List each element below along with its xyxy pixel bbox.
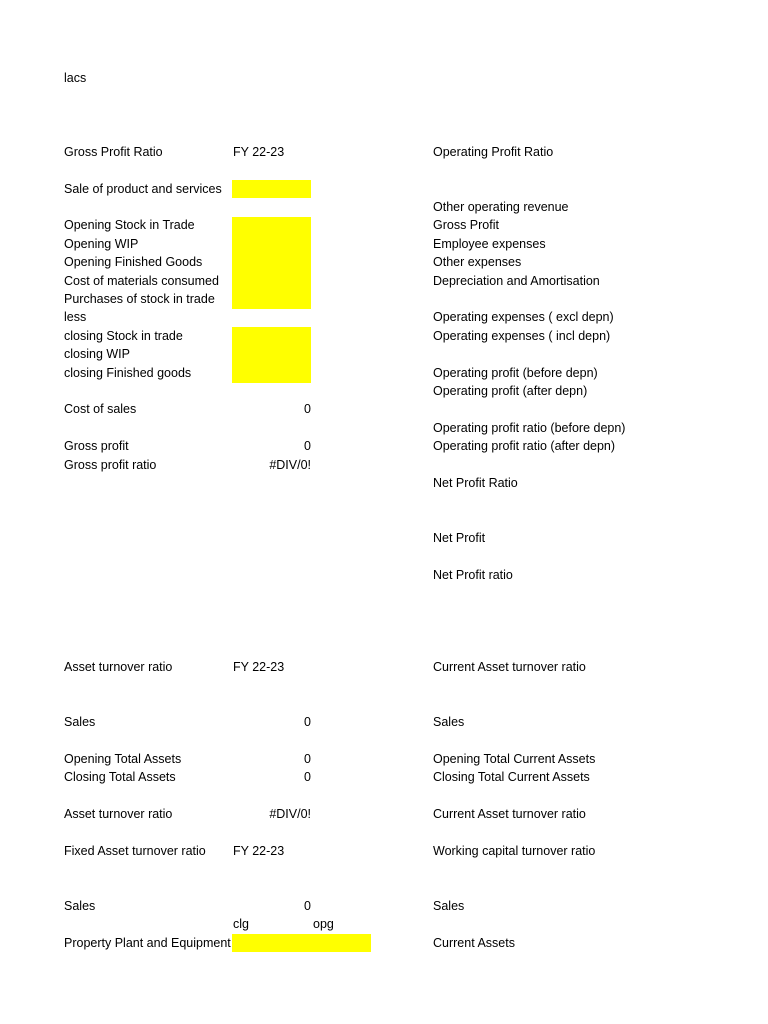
net-profit-title: Net Profit Ratio	[433, 476, 518, 490]
label-closing-total-assets: Closing Total Assets	[64, 770, 176, 784]
fixed-asset-turnover-period: FY 22-23	[233, 844, 285, 858]
label-closing-current-assets: Closing Total Current Assets	[433, 770, 590, 784]
input-cells-closing[interactable]	[232, 327, 311, 383]
label-closing-fg: closing Finished goods	[64, 366, 192, 380]
label-net-profit: Net Profit	[433, 531, 486, 545]
label-opening-total-assets: Opening Total Assets	[64, 752, 182, 766]
label-op-after: Operating profit (after depn)	[433, 384, 588, 398]
gross-profit-title: Gross Profit Ratio	[64, 145, 163, 159]
input-cells-opening[interactable]	[232, 217, 311, 309]
label-opr-after: Operating profit ratio (after depn)	[433, 439, 616, 453]
value-gross-profit: 0	[304, 439, 311, 453]
value-asset-turnover-ratio: #DIV/0!	[269, 807, 311, 821]
operating-profit-title: Operating Profit Ratio	[433, 145, 554, 159]
value-fat-sales: 0	[304, 899, 311, 913]
label-op-before: Operating profit (before depn)	[433, 366, 598, 380]
value-closing-total-assets: 0	[304, 770, 311, 784]
label-cost-of-sales: Cost of sales	[64, 402, 137, 416]
label-purchases: Purchases of stock in trade	[64, 292, 215, 306]
label-asset-turnover-ratio: Asset turnover ratio	[64, 807, 173, 821]
label-closing-wip: closing WIP	[64, 347, 130, 361]
label-less: less	[64, 310, 87, 324]
input-cells-ppe[interactable]	[232, 934, 371, 952]
label-current-asset-turnover-ratio: Current Asset turnover ratio	[433, 807, 586, 821]
current-asset-turnover-title: Current Asset turnover ratio	[433, 660, 586, 674]
label-opening-stock: Opening Stock in Trade	[64, 218, 195, 232]
label-depreciation: Depreciation and Amortisation	[433, 274, 600, 288]
label-fat-sales: Sales	[64, 899, 96, 913]
label-opg: opg	[313, 917, 334, 931]
value-gross-profit-ratio: #DIV/0!	[269, 458, 311, 472]
label-opening-wip: Opening WIP	[64, 237, 139, 251]
label-at-sales: Sales	[64, 715, 96, 729]
input-cell-sale[interactable]	[232, 180, 311, 198]
label-other-expenses: Other expenses	[433, 255, 522, 269]
label-net-profit-ratio: Net Profit ratio	[433, 568, 513, 582]
label-employee: Employee expenses	[433, 237, 546, 251]
label-opex-excl: Operating expenses ( excl depn)	[433, 310, 614, 324]
label-cat-sales: Sales	[433, 715, 465, 729]
label-wct-sales: Sales	[433, 899, 465, 913]
unit-label: lacs	[64, 71, 87, 85]
value-opening-total-assets: 0	[304, 752, 311, 766]
asset-turnover-period: FY 22-23	[233, 660, 285, 674]
label-gross-profit-ratio: Gross profit ratio	[64, 458, 157, 472]
label-op-gross-profit: Gross Profit	[433, 218, 499, 232]
label-opr-before: Operating profit ratio (before depn)	[433, 421, 626, 435]
label-closing-stock: closing Stock in trade	[64, 329, 183, 343]
asset-turnover-title: Asset turnover ratio	[64, 660, 173, 674]
label-materials: Cost of materials consumed	[64, 274, 219, 288]
label-clg: clg	[233, 917, 249, 931]
value-at-sales: 0	[304, 715, 311, 729]
value-cost-of-sales: 0	[304, 402, 311, 416]
label-gross-profit: Gross profit	[64, 439, 129, 453]
label-ppe: Property Plant and Equipment	[64, 936, 231, 950]
gross-profit-period: FY 22-23	[233, 145, 285, 159]
fixed-asset-turnover-title: Fixed Asset turnover ratio	[64, 844, 206, 858]
label-opening-current-assets: Opening Total Current Assets	[433, 752, 596, 766]
label-current-assets: Current Assets	[433, 936, 515, 950]
label-sale: Sale of product and services	[64, 182, 222, 196]
label-opening-fg: Opening Finished Goods	[64, 255, 203, 269]
label-other-revenue: Other operating revenue	[433, 200, 569, 214]
working-capital-turnover-title: Working capital turnover ratio	[433, 844, 596, 858]
label-opex-incl: Operating expenses ( incl depn)	[433, 329, 611, 343]
